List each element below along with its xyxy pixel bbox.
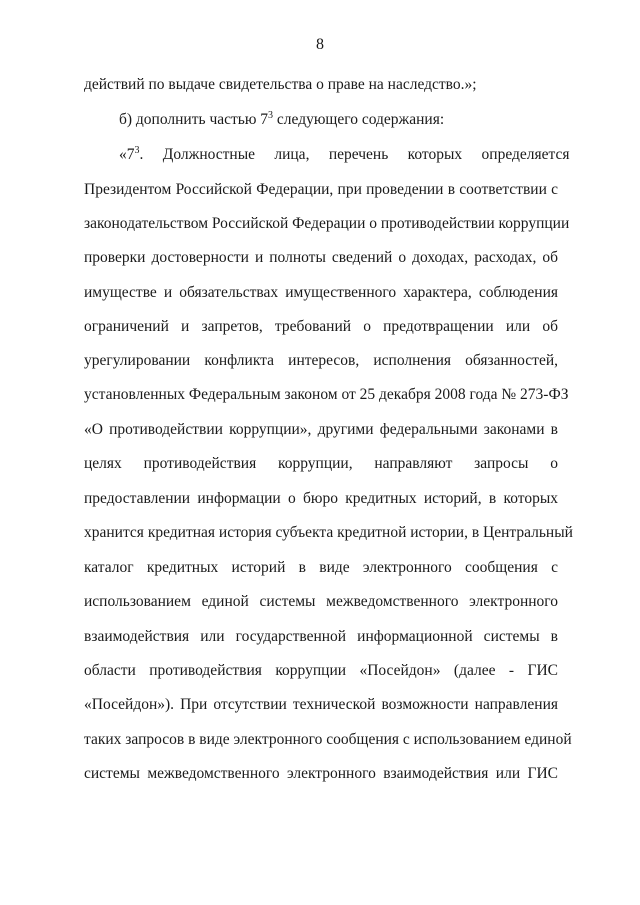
page-number: 8	[316, 36, 324, 53]
body-line: системы межведомственного электронного взаимодействия или ГИС	[84, 765, 558, 782]
body-line: урегулировании конфликта интересов, исполнения обязанностей,	[84, 352, 558, 369]
body-line: имуществе и обязательствах имущественного характера, соблюдения	[84, 284, 558, 301]
item-b-text-end: следующего содержания:	[273, 111, 445, 128]
quote-prefix: «7	[119, 146, 135, 163]
item-b-superscript: 3	[268, 109, 274, 121]
body-line: каталог кредитных историй в виде электронного сообщения с	[84, 559, 558, 576]
item-b-text: б) дополнить частью 7	[119, 111, 269, 128]
body-line: законодательством Российской Федерации о противодействии коррупции	[84, 215, 570, 232]
body-line: таких запросов в виде электронного сообщения с использованием единой	[84, 731, 572, 748]
quote-start-line	[119, 144, 570, 165]
body-line: использованием единой системы межведомственного электронного	[84, 593, 558, 610]
item-b-line	[119, 110, 558, 130]
body-line: ограничений и запретов, требований о предотвращении или об	[84, 318, 558, 335]
body-line: установленных Федеральным законом от 25 декабря 2008 года № 273-ФЗ	[84, 386, 569, 403]
body-line: «О противодействии коррупции», другими федеральными законами в	[84, 421, 558, 438]
quote-superscript: 3	[134, 144, 140, 156]
quote-rest: . Должностные лица, перечень которых определяется	[139, 146, 570, 163]
body-line: «Посейдон»). При отсутствии технической возможности направления	[84, 696, 558, 713]
body-line: хранится кредитная история субъекта кредитной истории, в Центральный	[84, 524, 573, 541]
body-line: взаимодействия или государственной информационной системы в	[84, 628, 558, 645]
text-line-1: действий по выдаче свидетельства о праве на наследство.»;	[84, 76, 477, 93]
body-line: проверки достоверности и полноты сведений о доходах, расходах, об	[84, 249, 558, 266]
body-line: предоставлении информации о бюро кредитных историй, в которых	[84, 490, 558, 507]
body-line: целях противодействия коррупции, направляют запросы о	[84, 455, 558, 472]
body-line: области противодействия коррупции «Посейдон» (далее - ГИС	[84, 662, 558, 679]
body-line: Президентом Российской Федерации, при проведении в соответствии с	[84, 181, 558, 198]
